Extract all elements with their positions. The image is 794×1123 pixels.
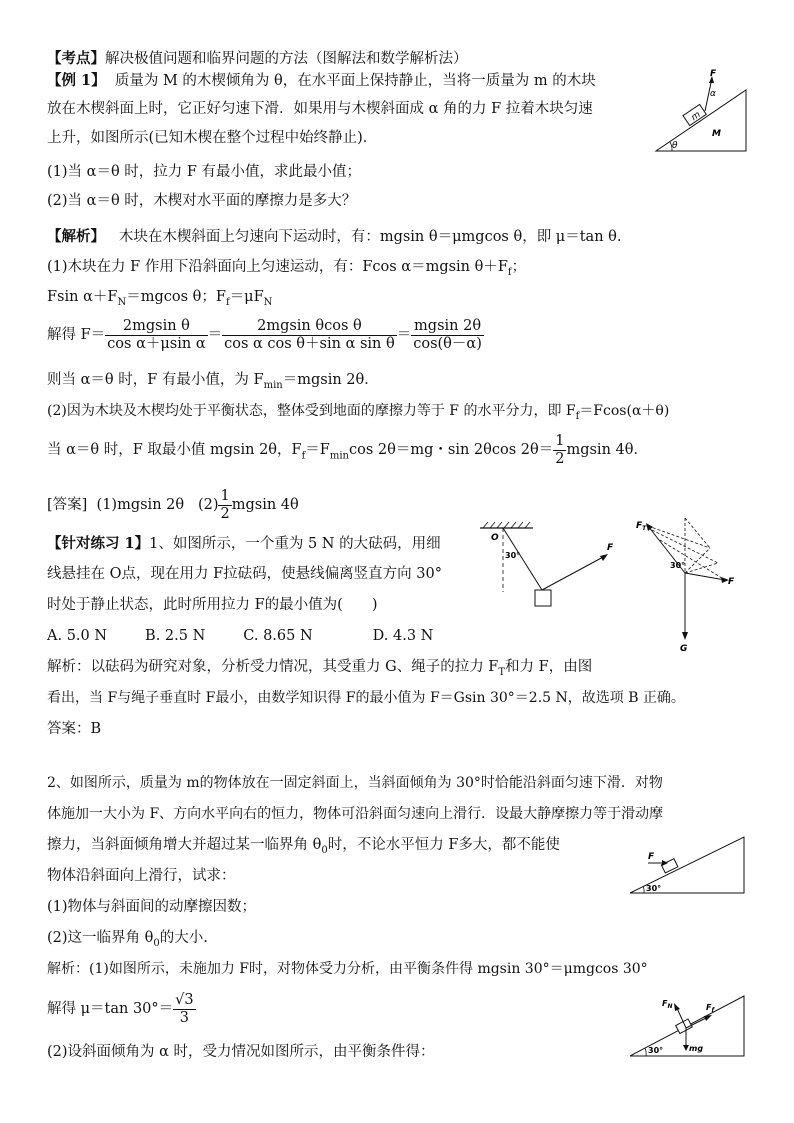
force-F-label-3: F — [648, 852, 655, 862]
force-diagram-figure — [630, 518, 740, 658]
fraction-2-den: cos α cos θ＋sin α sin θ — [224, 336, 395, 352]
fraction-3-num: mgsin 2θ — [411, 318, 484, 336]
sub-f3: f — [575, 410, 580, 422]
option-d: D. 4.3 N — [372, 628, 434, 644]
practice1-l1: 1、如图所示，一个重为 5 N 的大砝码，用细 — [149, 536, 441, 552]
s3c: ＝μF — [229, 289, 264, 305]
solution1-line6 — [47, 401, 669, 427]
sub-f2: f — [225, 296, 230, 308]
three: 3 — [179, 1010, 189, 1026]
example1-line1 — [47, 71, 596, 91]
topic-text: 解决极值问题和临界问题的方法（图解法和数学解析法） — [105, 51, 468, 67]
option-a: A. 5.0 N — [47, 628, 108, 644]
practice1-analysis1 — [47, 657, 592, 683]
problem2-analysis2 — [47, 992, 196, 1027]
answer1-half-den: 2 — [220, 506, 230, 522]
s7a: 当 α＝θ 时，F 取最小值 mgsin 2θ，F — [47, 442, 302, 458]
s3a: Fsin α＋F — [47, 289, 118, 305]
solution1-line7 — [47, 433, 648, 468]
an1b: 和力 F，由图 — [505, 659, 593, 675]
wedge-figure — [650, 66, 750, 156]
option-b: B. 2.5 N — [145, 628, 206, 644]
solution1-line1 — [47, 227, 622, 247]
s3b: ＝mgcos θ；F — [126, 289, 226, 305]
mg-label: mg — [689, 1044, 704, 1053]
Ff-label — [706, 1003, 715, 1014]
point-O-label: O — [491, 533, 499, 543]
fraction-3-den: cos(θ－α) — [413, 336, 482, 352]
sub-0b: 0 — [153, 937, 160, 949]
example1-label: 【例 1】 — [47, 72, 106, 89]
answer1-a2-post: mgsin 4θ — [231, 497, 299, 513]
F-label-2: F — [728, 577, 735, 587]
FN-main: F — [662, 999, 668, 1008]
practice1-line1 — [47, 534, 441, 554]
angle-30-label: 30° — [505, 551, 521, 560]
s6: (2)因为木块及木楔均处于平衡状态，整体受到地面的摩擦力等于 F 的水平分力，即 F — [47, 403, 576, 419]
practice1-options — [47, 626, 433, 646]
pull-force-F — [542, 556, 605, 590]
FT-sub: T — [642, 525, 647, 532]
example1-line3: 上升，如图所示(已知木楔在整个过程中始终静止)． — [47, 130, 378, 146]
example1-line2: 放在木楔斜面上时，它正好匀速下滑．如果用与木楔斜面成 α 角的力 F 拉着木块匀速 — [47, 101, 593, 117]
problem2-q1: (1)物体与斜面间的动摩擦因数； — [47, 899, 257, 915]
wedge — [656, 90, 746, 151]
l3a: 擦力，当斜面倾角增大并超过某一临界角 θ — [47, 837, 322, 853]
hanging-weight-figure — [475, 520, 620, 640]
problem2-line3 — [47, 835, 560, 861]
sub-f: f — [507, 266, 512, 278]
half-fraction — [553, 433, 566, 468]
q2b: 的大小. — [159, 930, 208, 946]
sqrt3-over-3 — [173, 992, 195, 1027]
angle-30-label-2: 30° — [670, 561, 686, 570]
fraction-2 — [222, 318, 397, 353]
an1a: 解析：以砝码为研究对象，分析受力情况，其受重力 G、绳子的拉力 F — [47, 659, 499, 675]
answer1-half-num: 1 — [220, 488, 230, 504]
problem2-line1: 2、如图所示，质量为 m的物体放在一固定斜面上，当斜面倾角为 30°时恰能沿斜面匀速下滑．对物 — [47, 775, 663, 791]
force-F-label-1: F — [607, 543, 614, 553]
incline-figure-1 — [628, 835, 748, 897]
eq-prefix: 解得 F＝ — [47, 327, 106, 343]
solution1-text1: 木块在木楔斜面上匀速向下运动时，有：mgsin θ＝μmgcos θ，即 μ＝tan θ. — [118, 229, 622, 245]
fraction-1-den: cos α＋μsin α — [107, 336, 206, 352]
sub-T: T — [498, 666, 506, 678]
sub-N: N — [117, 296, 127, 308]
problem2-analysis1: 解析：(1)如图所示，未施加力 F时，对物体受力分析，由平衡条件得 mgsin 30°＝μmgcos 30° — [47, 961, 648, 977]
answer1-line — [47, 488, 299, 523]
solution1-line5 — [47, 370, 379, 396]
wedge-theta-label: θ — [672, 141, 678, 151]
problem2-line2: 体施加一大小为 F、方向水平向右的恒力，物体可沿斜面匀速向上滑行．设最大静摩擦力等于滑动摩 — [47, 806, 664, 822]
angle-30-label-3: 30° — [646, 884, 662, 893]
problem2-line4: 物体沿斜面向上滑行，试求： — [47, 868, 236, 884]
fraction-1 — [105, 318, 207, 353]
half-num: 1 — [555, 433, 565, 449]
FN-label — [662, 999, 673, 1010]
answer1-a1: (1)mgsin 2θ — [96, 497, 185, 513]
topic-label: 【考点】 — [47, 50, 105, 67]
FT-label — [636, 521, 647, 532]
l3b: 时，不论水平恒力 F多大，都不能使 — [327, 837, 560, 853]
incline-figure-2 — [628, 990, 748, 1060]
example1-q2: (2)当 α＝θ 时，木楔对水平面的摩擦力是多大？ — [47, 193, 357, 209]
s7c: cos 2θ＝mg・sin 2θcos 2θ＝ — [348, 442, 554, 458]
half-den: 2 — [555, 451, 565, 467]
s7d: mgsin 4θ． — [566, 442, 648, 458]
fraction-2-num: 2mgsin θcos θ — [222, 318, 397, 336]
alpha-label: α — [710, 89, 716, 99]
Ff-main: F — [706, 1003, 712, 1012]
solution1-s2-end: ； — [511, 259, 527, 275]
an2a: 解得 μ＝tan 30°＝ — [47, 1001, 174, 1017]
example1-text1: 质量为 M 的木楔倾角为 θ，在水平面上保持静止，当将一质量为 m 的木块 — [114, 73, 596, 89]
force-F-label: F — [710, 69, 717, 79]
FT-main: F — [636, 521, 643, 531]
practice1-answer: 答案：B — [47, 721, 102, 737]
wedge-M-label: M — [712, 129, 721, 139]
sub-min2: min — [329, 450, 349, 462]
eq-sign-2: ＝ — [396, 327, 412, 343]
answer1-half — [218, 488, 231, 523]
block-m-label: m — [689, 109, 703, 124]
sqrt3: √3 — [175, 992, 194, 1008]
practice1-line2: 线悬挂在 O点，现在用力 F拉砝码，使悬线偏离竖直方向 30° — [47, 566, 442, 582]
example1-q1: (1)当 α＝θ 时，拉力 F 有最小值，求此最小值； — [47, 164, 362, 180]
eq-sign-1: ＝ — [207, 327, 223, 343]
solution1-equation — [47, 318, 484, 353]
q2a: (2)这一临界角 θ — [47, 930, 154, 946]
solution1-s2: (1)木块在力 F 作用下沿斜面向上匀速运动，有：Fcos α＝mgsin θ＋F — [47, 259, 508, 275]
option-c: C. 8.65 N — [243, 628, 313, 644]
s6-end: ＝Fcos(α＋θ) — [579, 403, 670, 419]
sub-N2: N — [263, 296, 273, 308]
solution1-line3 — [47, 287, 272, 313]
G-label: G — [680, 644, 688, 654]
s5b: ＝mgsin 2θ． — [282, 372, 379, 388]
sub-0: 0 — [321, 844, 328, 856]
solution1-line2 — [47, 257, 526, 283]
practice1-analysis2: 看出，当 F与绳子垂直时 F最小，由数学知识得 F的最小值为 F＝Gsin 30°＝2.5 N，故选项 B 正确。 — [47, 690, 685, 706]
Ff-sub: f — [711, 1007, 715, 1014]
s7b: ＝F — [305, 442, 330, 458]
problem2-q2 — [47, 928, 208, 954]
FN-sub: N — [667, 1003, 673, 1010]
practice1-line3: 时处于静止状态，此时所用拉力 F的最小值为( ) — [47, 597, 378, 613]
weight-block — [535, 590, 551, 606]
answer1-label: [答案] — [47, 497, 88, 513]
topic-line — [47, 49, 468, 69]
fraction-3 — [411, 318, 484, 353]
problem2-analysis3: (2)设斜面倾角为 α 时，受力情况如图所示，由平衡条件得： — [47, 1044, 435, 1060]
sub-min: min — [263, 379, 283, 391]
solution1-label: 【解析】 — [47, 228, 105, 245]
s5a: 则当 α＝θ 时，F 有最小值，为 F — [47, 372, 264, 388]
sub-f4: f — [301, 450, 306, 462]
fraction-1-num: 2mgsin θ — [105, 318, 207, 336]
answer1-a2-pre: (2) — [197, 497, 219, 513]
angle-30-label-4: 30° — [648, 1046, 664, 1055]
practice1-label: 【针对练习 1】 — [47, 535, 150, 552]
